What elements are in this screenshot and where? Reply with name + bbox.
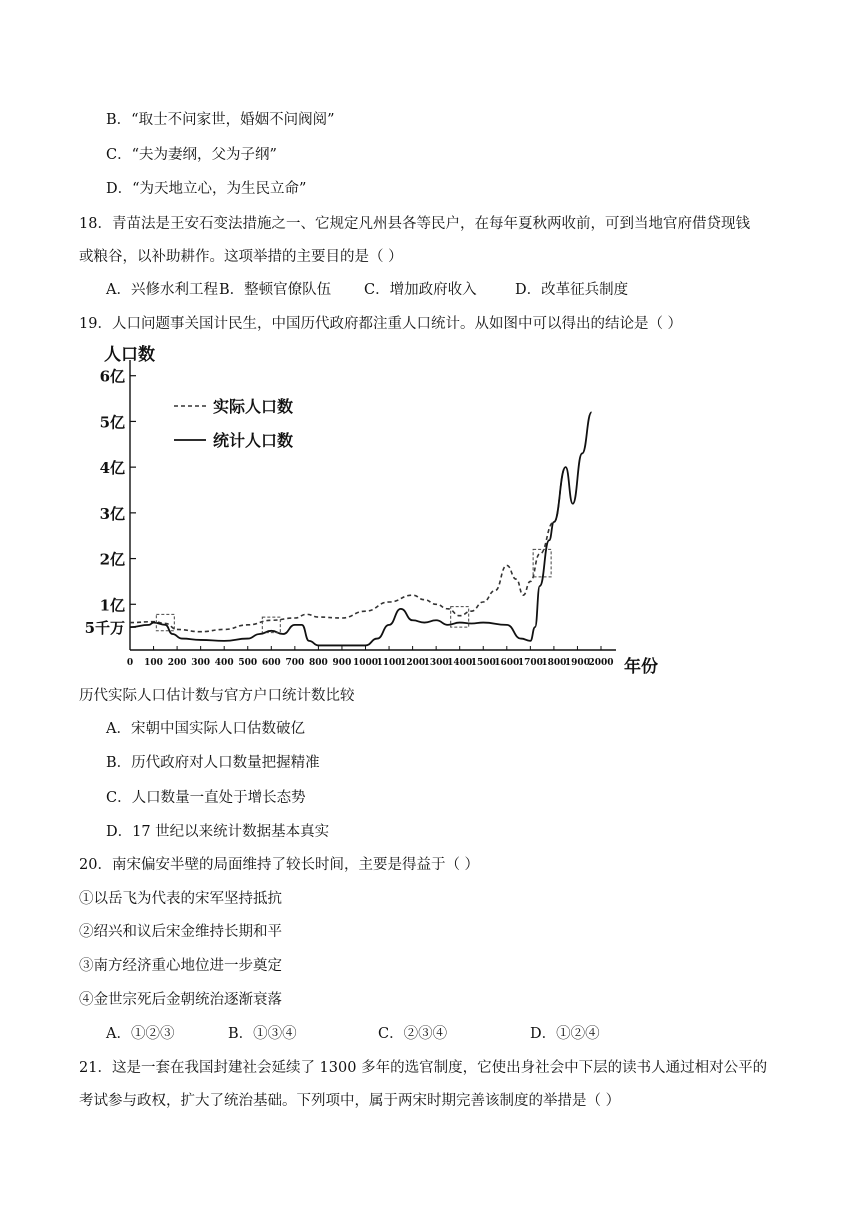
x-tick-label: 2000	[588, 658, 614, 668]
q19-option-d: D．17 世纪以来统计数据基本真实	[106, 824, 330, 840]
y-tick-label: 5千万	[84, 619, 125, 638]
q18-stem-line1: 18．青苗法是王安石变法措施之一、它规定凡州县各等民户，在每年夏秋两收前，可到当地官府借贷现钱	[79, 216, 750, 232]
x-tick-label: 1100	[376, 658, 402, 668]
x-tick-label: 1400	[447, 658, 473, 668]
x-tick-label: 1700	[517, 658, 543, 668]
legend-label-actual: 实际人口数	[213, 397, 294, 416]
x-tick-label: 300	[191, 658, 211, 668]
q19-option-c: C．人口数量一直处于增长态势	[106, 790, 306, 806]
q18-options	[106, 280, 628, 300]
x-tick-label: 600	[261, 658, 281, 668]
q18-option-c: C．增加政府收入	[364, 282, 477, 298]
y-tick-label: 6亿	[99, 367, 125, 386]
q20-option-a: A．①②③	[106, 1026, 175, 1042]
x-tick-label: 1000	[352, 658, 379, 668]
x-tick-label: 1600	[494, 658, 520, 668]
legend-label-statistical: 统计人口数	[213, 431, 294, 450]
series-line-actual	[130, 467, 566, 632]
q20-option-d: D．①②④	[530, 1026, 600, 1042]
q18-option-a: A．兴修水利工程	[106, 282, 218, 298]
chart-axes	[104, 344, 658, 677]
q19-option-a: A．宋朝中国实际人口估数破亿	[106, 721, 305, 737]
q20-option-b: B．①③④	[228, 1026, 297, 1042]
y-tick-label: 4亿	[99, 459, 125, 478]
x-tick-label: 1900	[564, 658, 590, 668]
chart-ticks	[85, 368, 614, 668]
x-tick-label: 1300	[423, 658, 449, 668]
q20-item-1: ①以岳飞为代表的宋军坚持抵抗	[79, 891, 282, 907]
q17-option-d: D．“为天地立心，为生民立命”	[106, 181, 307, 197]
q21-stem-line1: 21．这是一套在我国封建社会延续了 1300 多年的选官制度，它使出身社会中下层的读书人通过相对公平的	[79, 1060, 768, 1076]
q19-option-b: B．历代政府对人口数量把握精准	[106, 755, 320, 771]
q20-item-4: ④金世宗死后金朝统治逐渐衰落	[79, 992, 282, 1008]
q20-item-2: ②绍兴和议后宋金维持长期和平	[79, 924, 282, 940]
q18-option-b: B．整顿官僚队伍	[219, 282, 332, 298]
x-tick-label: 500	[238, 658, 258, 668]
chart-legend	[174, 397, 293, 450]
x-tick-label: 400	[214, 658, 234, 668]
q19-chart-caption: 历代实际人口估计数与官方户口统计数比较	[79, 688, 355, 704]
x-tick-label: 1500	[470, 658, 496, 668]
series-line-statistical	[130, 412, 592, 645]
chart-series	[130, 412, 592, 645]
q17-option-b: B．“取士不问家世，婚姻不问阀阅”	[106, 112, 335, 128]
y-tick-label: 1亿	[99, 596, 125, 615]
y-tick-label: 3亿	[99, 504, 125, 523]
x-tick-label: 1200	[400, 658, 426, 668]
y-tick-label: 2亿	[99, 550, 125, 569]
q17-option-c: C．“夫为妻纲，父为子纲”	[106, 147, 277, 163]
q18-option-d: D．改革征兵制度	[515, 282, 629, 298]
q20-item-3: ③南方经济重心地位进一步奠定	[79, 958, 282, 974]
population-chart	[76, 340, 676, 680]
x-tick-label: 200	[167, 658, 187, 668]
x-tick-label: 0	[126, 658, 134, 668]
q20-option-c: C．②③④	[378, 1026, 448, 1042]
x-tick-label: 1800	[541, 658, 567, 668]
x-tick-label: 700	[285, 658, 305, 668]
q20-stem: 20．南宋偏安半壁的局面维持了较长时间，主要是得益于（ ）	[79, 857, 480, 873]
x-tick-label: 800	[309, 658, 328, 668]
x-axis-label: 年份	[624, 657, 658, 677]
y-axis-label: 人口数	[104, 345, 155, 365]
q20-options	[106, 1024, 600, 1044]
q21-stem-line2: 考试参与政权，扩大了统治基础。下列项中，属于两宋时期完善该制度的举措是（ ）	[79, 1093, 621, 1109]
x-tick-label: 900	[332, 658, 352, 668]
x-tick-label: 100	[144, 658, 163, 668]
q19-stem: 19．人口问题事关国计民生，中国历代政府都注重人口统计。从如图中可以得出的结论是（ ）	[79, 316, 683, 332]
q18-stem-line2: 或粮谷，以补助耕作。这项举措的主要目的是（ ）	[79, 249, 403, 265]
y-tick-label: 5亿	[99, 413, 125, 432]
